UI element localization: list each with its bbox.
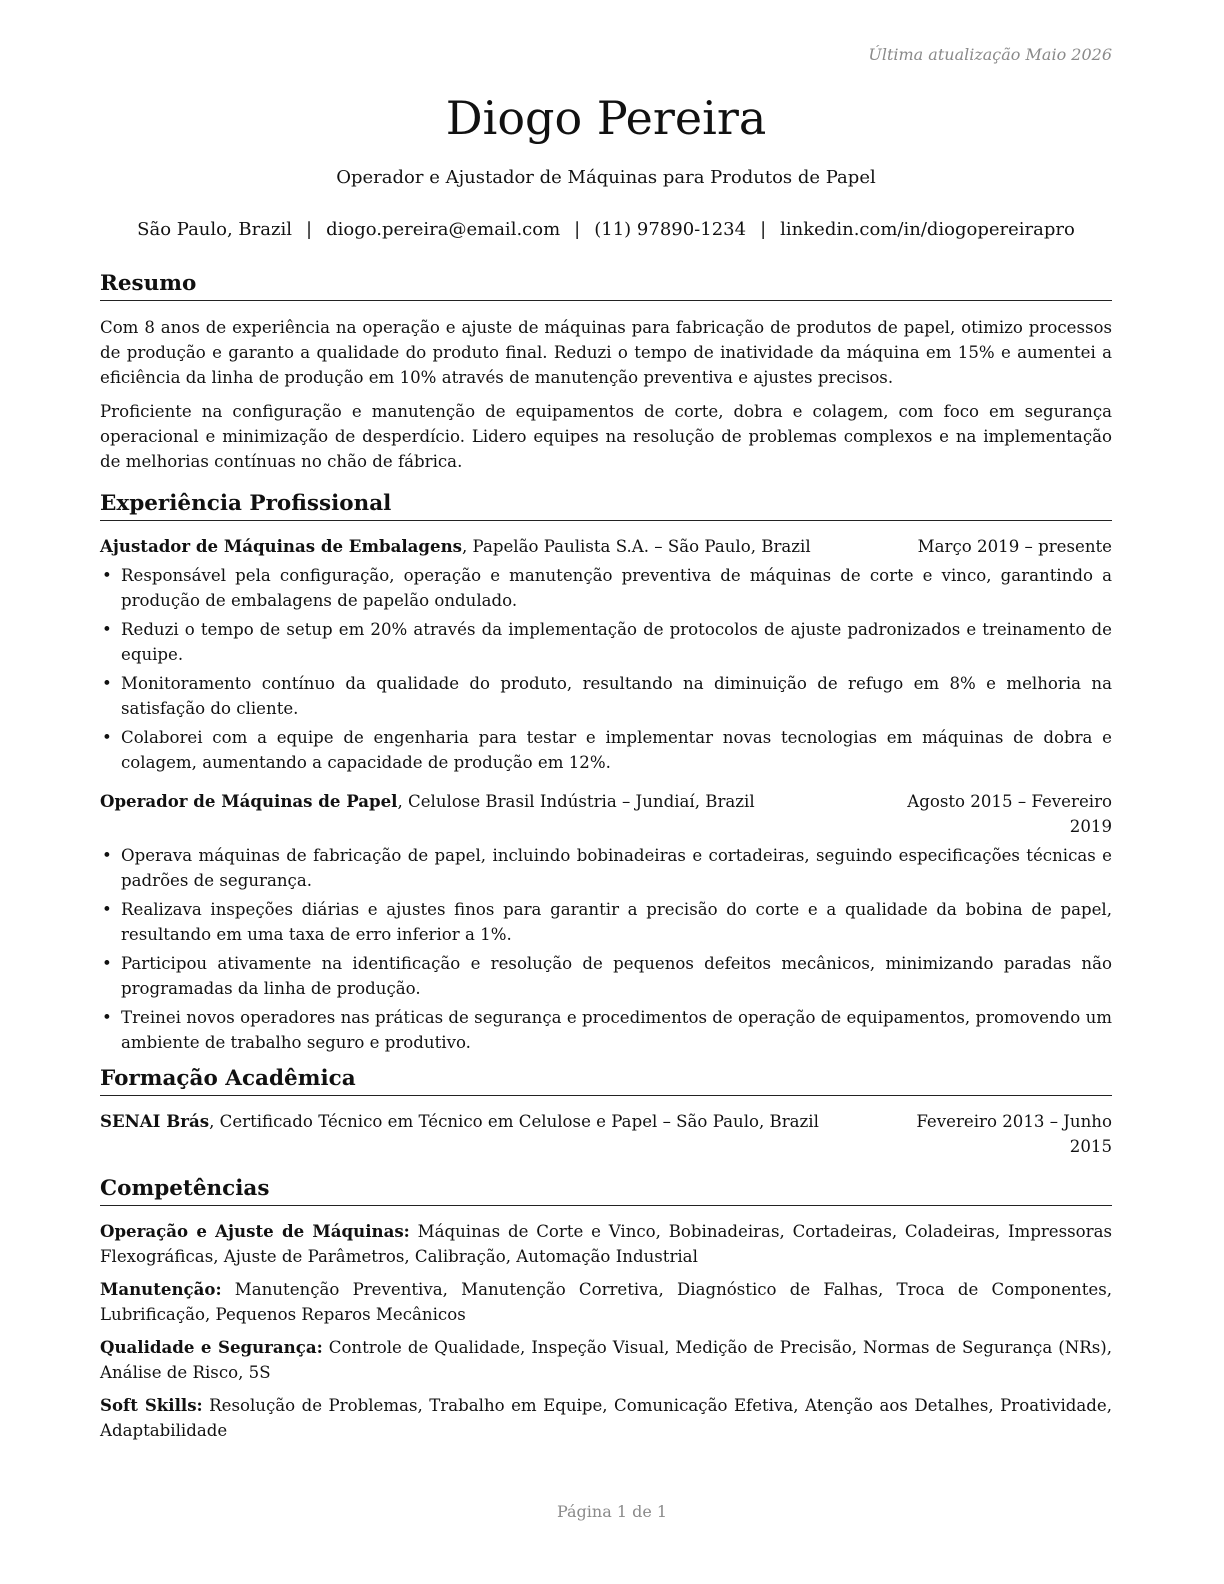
job-header	[100, 534, 1112, 559]
job-bullet: • Treinei novos operadores nas práticas de segurança e procedimentos de operação de equipamentos, promovendo um ambiente de trabalho seguro e produtivo.	[100, 1005, 1112, 1055]
skill-group-label: Soft Skills:	[100, 1395, 203, 1415]
skill-group	[100, 1335, 1112, 1385]
job-bullet: • Monitoramento contínuo da qualidade do produto, resultando na diminuição de refugo em 8% e melhoria na satisfação do cliente.	[100, 671, 1112, 721]
skill-group-label: Operação e Ajuste de Máquinas:	[100, 1221, 410, 1241]
education-entry	[100, 1109, 1112, 1159]
contact-email[interactable]: diogo.pereira@email.com	[326, 219, 561, 240]
contact-separator: |	[574, 219, 581, 240]
job-dates: Agosto 2015 – Fevereiro 2019	[907, 792, 1112, 836]
summary-paragraph: Com 8 anos de experiência na operação e ajuste de máquinas para fabricação de produtos de papel, otimizo processos de produção e garanto a qualidade do produto final. Reduzi o tempo de inatividade da máquina em 15% e aumentei a eficiência da linha de produção em 10% através de manutenção preventiva e ajustes precisos.	[100, 318, 1112, 387]
job-dates: Março 2019 – presente	[917, 537, 1112, 556]
contact-line	[100, 219, 1112, 240]
job-company: , Celulose Brasil Indústria – Jundiaí, Brazil	[397, 792, 755, 811]
resume-content	[100, 270, 1112, 1451]
job-bullet: • Operava máquinas de fabricação de papel, incluindo bobinadeiras e cortadeiras, seguindo especificações técnicas e padrões de segurança.	[100, 843, 1112, 893]
section-title-education: Formação Acadêmica	[100, 1065, 1112, 1096]
job-title: Operador e Ajustador de Máquinas para Produtos de Papel	[336, 167, 876, 188]
contact-separator: |	[306, 219, 313, 240]
skill-group-text: Resolução de Problemas, Trabalho em Equipe, Comunicação Efetiva, Atenção aos Detalhes, Proatividade, Adaptabilidade	[100, 1396, 1112, 1440]
skill-group-label: Manutenção:	[100, 1279, 222, 1299]
skill-group-label: Qualidade e Segurança:	[100, 1337, 323, 1357]
contact-location: São Paulo, Brazil	[137, 219, 292, 240]
job-entry	[100, 534, 1112, 775]
skill-group	[100, 1393, 1112, 1443]
education-school: SENAI Brás	[100, 1111, 210, 1131]
job-header	[100, 789, 1112, 839]
section-title-summary: Resumo	[100, 270, 1112, 301]
job-bullet: • Reduzi o tempo de setup em 20% através da implementação de protocolos de ajuste padronizados e treinamento de equipe.	[100, 617, 1112, 667]
job-bullet: • Responsável pela configuração, operação e manutenção preventiva de máquinas de corte e vinco, garantindo a produção de embalagens de papelão ondulado.	[100, 563, 1112, 613]
skills-list	[100, 1219, 1112, 1443]
skill-group-text: Controle de Qualidade, Inspeção Visual, Medição de Precisão, Normas de Segurança (NRs), Análise de Risco, 5S	[100, 1338, 1112, 1382]
skill-group-text: Máquinas de Corte e Vinco, Bobinadeiras, Cortadeiras, Coladeiras, Impressoras Flexográficas, Ajuste de Parâmetros, Calibração, Automação Industrial	[100, 1222, 1112, 1266]
section-title-skills: Competências	[100, 1175, 1112, 1206]
contact-linkedin[interactable]: linkedin.com/in/diogopereirapro	[780, 219, 1075, 240]
education-details: , Certificado Técnico em Técnico em Celulose e Papel – São Paulo, Brazil	[209, 1112, 819, 1131]
skill-group	[100, 1219, 1112, 1269]
job-bullet: • Colaborei com a equipe de engenharia para testar e implementar novas tecnologias em máquinas de dobra e colagem, aumentando a capacidade de produção em 12%.	[100, 725, 1112, 775]
contact-separator: |	[760, 219, 767, 240]
job-role: Ajustador de Máquinas de Embalagens	[100, 536, 462, 556]
education-dates: Fevereiro 2013 – Junho 2015	[916, 1112, 1112, 1156]
skill-group-text: Manutenção Preventiva, Manutenção Corretiva, Diagnóstico de Falhas, Troca de Componentes, Lubrificação, Pequenos Reparos Mecânicos	[100, 1280, 1112, 1324]
page-footer: Página 1 de 1	[556, 1502, 668, 1521]
resume-page	[100, 0, 1112, 1584]
section-title-experience: Experiência Profissional	[100, 490, 1112, 521]
summary-paragraph: Proficiente na configuração e manutenção de equipamentos de corte, dobra e colagem, com foco em segurança operacional e minimização de desperdício. Lidero equipes na resolução de problemas complexos e na implementação de melhorias contínuas no chão de fábrica.	[100, 402, 1112, 471]
job-role: Operador de Máquinas de Papel	[100, 791, 398, 811]
job-company: , Papelão Paulista S.A. – São Paulo, Brazil	[461, 537, 811, 556]
job-entry	[100, 789, 1112, 1055]
job-bullet: • Participou ativamente na identificação e resolução de pequenos defeitos mecânicos, minimizando paradas não programadas da linha de produção.	[100, 951, 1112, 1001]
last-updated: Última atualização Maio 2026	[868, 45, 1112, 64]
job-bullet: • Realizava inspeções diárias e ajustes finos para garantir a precisão do corte e a qualidade da bobina de papel, resultando em uma taxa de erro inferior a 1%.	[100, 897, 1112, 947]
skill-group	[100, 1277, 1112, 1327]
contact-phone: (11) 97890-1234	[594, 219, 747, 240]
candidate-name: Diogo Pereira	[445, 91, 767, 145]
